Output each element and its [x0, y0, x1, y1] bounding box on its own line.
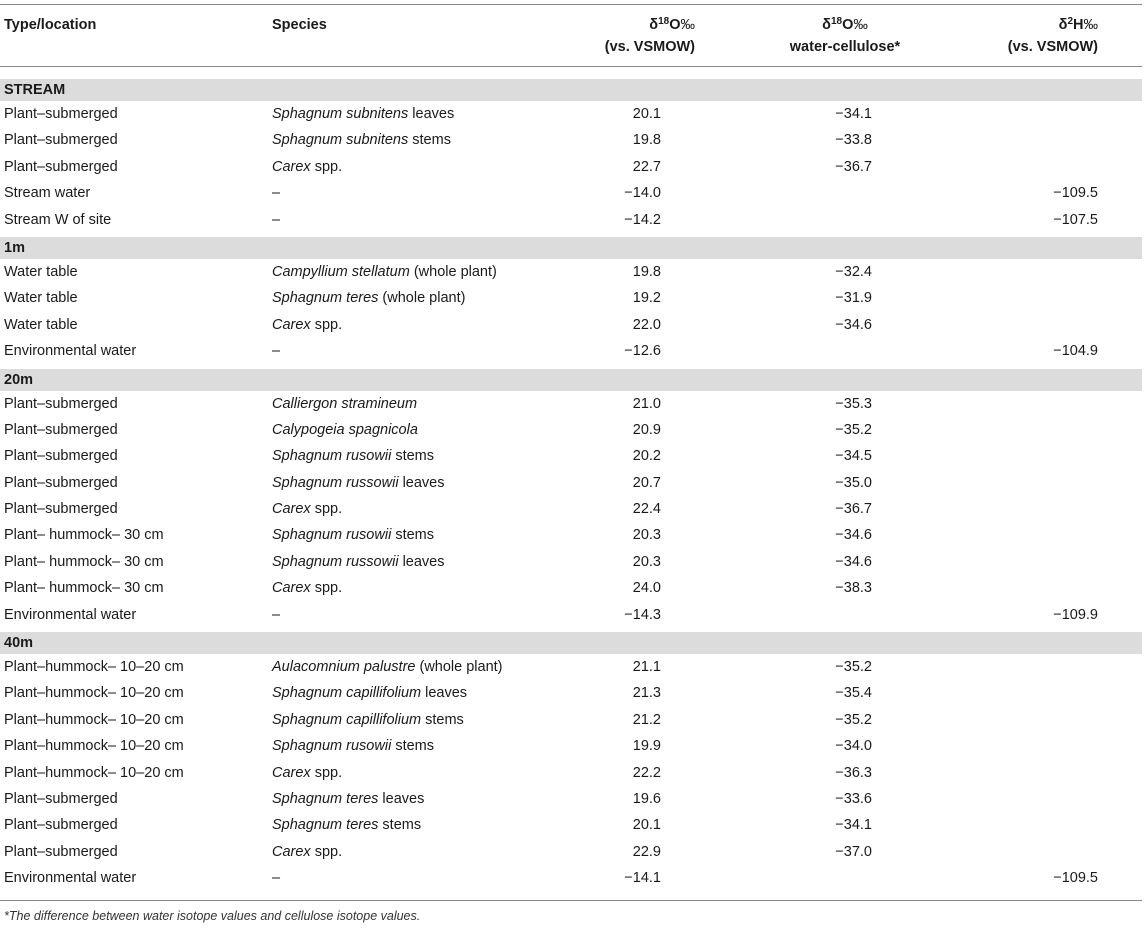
cell-d18o-water-cellulose: −36.3 — [835, 764, 872, 781]
species-qualifier: spp. — [310, 158, 343, 175]
cell-d18o: −14.1 — [624, 870, 661, 887]
cell-species — [272, 680, 467, 706]
cell-d18o: 21.0 — [632, 395, 661, 412]
footnote: *The difference between water isotope values and cellulose isotope values. — [4, 909, 421, 923]
cell-type-location: Plant–submerged — [4, 501, 118, 518]
species-qualifier: (whole plant) — [378, 290, 466, 307]
species-qualifier: stems — [391, 448, 434, 465]
cell-species — [272, 180, 280, 206]
cell-species — [272, 154, 342, 180]
wc-element: O — [842, 17, 854, 33]
species-qualifier: stems — [391, 738, 434, 755]
cell-type-location: Plant–submerged — [4, 448, 118, 465]
cell-type-location: Water table — [4, 290, 78, 307]
d2h-subtitle: (vs. VSMOW) — [1007, 39, 1098, 55]
cell-d18o: 21.3 — [632, 685, 661, 702]
header-d18o-water-cellulose — [770, 14, 920, 58]
cell-d18o-water-cellulose: −34.5 — [835, 448, 872, 465]
cell-d18o: 20.1 — [632, 106, 661, 122]
cell-d18o-water-cellulose: −34.6 — [835, 553, 872, 570]
cell-species — [272, 707, 464, 733]
cell-species — [272, 101, 454, 127]
cell-type-location: Water table — [4, 316, 78, 333]
species-latin-name: Calypogeia spagnicola — [272, 421, 418, 438]
species-qualifier: leaves — [378, 790, 425, 807]
table-row — [0, 733, 1142, 759]
cell-d2h: −107.5 — [1053, 211, 1098, 228]
cell-d18o: 20.2 — [632, 448, 661, 465]
section-header — [0, 79, 1142, 101]
species-qualifier: – — [272, 211, 281, 228]
species-latin-name: Sphagnum russowii — [272, 553, 399, 570]
cell-species — [272, 733, 434, 759]
cell-d18o-water-cellulose: −32.4 — [835, 263, 872, 280]
cell-d18o: 19.8 — [632, 263, 661, 280]
species-latin-name: Sphagnum capillifolium — [272, 685, 422, 702]
cell-d18o: 22.7 — [632, 158, 661, 175]
species-latin-name: Sphagnum teres — [272, 790, 379, 807]
species-qualifier: leaves — [398, 553, 445, 570]
d2h-superscript: 2 — [1067, 16, 1074, 27]
species-latin-name: Campyllium stellatum — [272, 263, 410, 280]
cell-d18o-water-cellulose: −31.9 — [835, 290, 872, 307]
cell-species — [272, 285, 465, 311]
species-qualifier: leaves — [421, 685, 468, 702]
cell-species — [272, 522, 434, 548]
cell-species — [272, 812, 421, 838]
table-row — [0, 127, 1142, 153]
species-qualifier: – — [272, 606, 281, 623]
table-row — [0, 391, 1142, 417]
table-row — [0, 602, 1142, 628]
cell-type-location: Plant–submerged — [4, 421, 118, 438]
d2h-element: H — [1073, 17, 1084, 33]
section-header — [0, 237, 1142, 259]
cell-type-location: Environmental water — [4, 870, 137, 887]
cell-d18o: −14.0 — [624, 185, 661, 202]
cell-type-location: Plant– hummock– 30 cm — [4, 553, 164, 570]
table-row — [0, 207, 1142, 233]
species-qualifier: stems — [408, 132, 451, 149]
cell-type-location: Plant–submerged — [4, 817, 118, 834]
species-qualifier: spp. — [310, 764, 343, 781]
species-latin-name: Carex — [272, 764, 311, 781]
table-row — [0, 285, 1142, 311]
cell-d18o: −14.2 — [624, 211, 661, 228]
cell-species — [272, 417, 418, 443]
table-row — [0, 338, 1142, 364]
cell-d2h: −104.9 — [1053, 343, 1098, 360]
cell-species — [272, 865, 280, 891]
table-row — [0, 549, 1142, 575]
table-row — [0, 680, 1142, 706]
cell-species — [272, 207, 280, 233]
species-qualifier: leaves — [398, 474, 445, 491]
cell-species — [272, 496, 342, 522]
species-qualifier: – — [272, 343, 281, 360]
table-row — [0, 812, 1142, 838]
top-rule — [0, 4, 1142, 5]
species-latin-name: Sphagnum rusowii — [272, 448, 392, 465]
cell-d18o-water-cellulose: −36.7 — [835, 501, 872, 518]
species-qualifier: (whole plant) — [409, 263, 497, 280]
species-latin-name: Carex — [272, 316, 311, 333]
table-row — [0, 101, 1142, 127]
cell-type-location: Plant–hummock– 10–20 cm — [4, 764, 184, 781]
cell-type-location: Plant–submerged — [4, 106, 118, 122]
cell-d18o-water-cellulose: −37.0 — [835, 843, 872, 860]
table-row — [0, 786, 1142, 812]
species-qualifier: – — [272, 870, 281, 887]
bottom-rule — [0, 900, 1142, 901]
species-qualifier: stems — [391, 527, 434, 544]
cell-d18o: 19.2 — [632, 290, 661, 307]
wc-superscript: 18 — [830, 16, 843, 27]
table-row — [0, 312, 1142, 338]
table-row — [0, 839, 1142, 865]
cell-type-location: Plant–hummock– 10–20 cm — [4, 659, 184, 676]
cell-d18o: 22.2 — [632, 764, 661, 781]
species-qualifier: spp. — [310, 316, 343, 333]
species-latin-name: Sphagnum rusowii — [272, 527, 392, 544]
section-header — [0, 369, 1142, 391]
species-latin-name: Carex — [272, 580, 311, 597]
cell-d18o-water-cellulose: −35.0 — [835, 474, 872, 491]
wc-subtitle: water-cellulose* — [789, 39, 901, 55]
cell-type-location: Plant–hummock– 10–20 cm — [4, 685, 184, 702]
section-title: 1m — [4, 239, 25, 256]
cell-species — [272, 786, 424, 812]
cell-type-location: Plant–submerged — [4, 474, 118, 491]
table-row — [0, 707, 1142, 733]
table-row — [0, 470, 1142, 496]
cell-d18o-water-cellulose: −34.0 — [835, 738, 872, 755]
cell-d18o-water-cellulose: −35.3 — [835, 395, 872, 412]
cell-d18o: 19.6 — [632, 790, 661, 807]
cell-type-location: Plant–hummock– 10–20 cm — [4, 738, 184, 755]
cell-type-location: Environmental water — [4, 343, 137, 360]
header-rule — [0, 66, 1142, 67]
species-latin-name: Sphagnum russowii — [272, 474, 399, 491]
cell-species — [272, 470, 445, 496]
cell-type-location: Water table — [4, 263, 78, 280]
species-latin-name: Aulacomnium palustre — [272, 659, 416, 676]
cell-d18o-water-cellulose: −33.6 — [835, 790, 872, 807]
cell-species — [272, 259, 497, 285]
cell-d18o: 22.4 — [632, 501, 661, 518]
table-body — [0, 75, 1142, 892]
table-row — [0, 417, 1142, 443]
cell-d18o-water-cellulose: −34.1 — [835, 106, 872, 122]
cell-type-location: Stream water — [4, 185, 91, 202]
cell-type-location: Plant– hummock– 30 cm — [4, 527, 164, 544]
table-row — [0, 180, 1142, 206]
species-latin-name: Carex — [272, 501, 311, 518]
cell-species — [272, 391, 417, 417]
cell-d18o: 19.8 — [632, 132, 661, 149]
cell-d18o: −12.6 — [624, 343, 661, 360]
cell-species — [272, 127, 451, 153]
species-qualifier: leaves — [408, 106, 455, 122]
species-latin-name: Sphagnum teres — [272, 290, 379, 307]
header-d18o-vsmow — [580, 14, 695, 58]
cell-type-location: Plant–submerged — [4, 395, 118, 412]
cell-d18o-water-cellulose: −34.6 — [835, 316, 872, 333]
section-header — [0, 632, 1142, 654]
d18o-element: O — [669, 17, 681, 33]
section-title: STREAM — [4, 82, 66, 98]
wc-unit: ‰ — [853, 17, 868, 33]
cell-d18o: 24.0 — [632, 580, 661, 597]
table-row — [0, 865, 1142, 891]
cell-d18o: 19.9 — [632, 738, 661, 755]
cell-d18o-water-cellulose: −34.6 — [835, 527, 872, 544]
d18o-subtitle: (vs. VSMOW) — [604, 39, 695, 55]
cell-species — [272, 549, 445, 575]
cell-d18o: 20.9 — [632, 421, 661, 438]
d2h-symbol: δ — [1058, 17, 1068, 33]
cell-species — [272, 443, 434, 469]
cell-type-location: Plant– hummock– 30 cm — [4, 580, 164, 597]
header-d2h-vsmow — [990, 14, 1098, 58]
species-latin-name: Carex — [272, 158, 311, 175]
species-latin-name: Sphagnum rusowii — [272, 738, 392, 755]
species-latin-name: Sphagnum subnitens — [272, 106, 409, 122]
cell-d18o: −14.3 — [624, 606, 661, 623]
cell-species — [272, 575, 342, 601]
species-latin-name: Carex — [272, 843, 311, 860]
table-row — [0, 654, 1142, 680]
d18o-unit: ‰ — [680, 17, 695, 33]
d18o-superscript: 18 — [658, 16, 670, 27]
cell-species — [272, 602, 280, 628]
header-type-location: Type/location — [4, 17, 97, 33]
cell-type-location: Plant–submerged — [4, 790, 118, 807]
cell-d18o-water-cellulose: −38.3 — [835, 580, 872, 597]
species-qualifier: – — [272, 185, 281, 202]
cell-species — [272, 312, 342, 338]
cell-d18o-water-cellulose: −35.4 — [835, 685, 872, 702]
cell-type-location: Stream W of site — [4, 211, 112, 228]
cell-d2h: −109.9 — [1053, 606, 1098, 623]
species-latin-name: Sphagnum capillifolium — [272, 711, 422, 728]
cell-d18o: 20.3 — [632, 553, 661, 570]
cell-d18o: 20.7 — [632, 474, 661, 491]
cell-type-location: Plant–submerged — [4, 843, 118, 860]
table-row — [0, 522, 1142, 548]
cell-d2h: −109.5 — [1053, 185, 1098, 202]
cell-d18o: 22.9 — [632, 843, 661, 860]
species-qualifier: stems — [421, 711, 464, 728]
cell-d18o-water-cellulose: −34.1 — [835, 817, 872, 834]
cell-species — [272, 760, 342, 786]
species-latin-name: Sphagnum subnitens — [272, 132, 409, 149]
wc-symbol: δ — [822, 17, 831, 33]
cell-type-location: Plant–submerged — [4, 158, 118, 175]
table-row — [0, 154, 1142, 180]
cell-d18o: 21.1 — [632, 659, 661, 676]
cell-d18o: 20.1 — [632, 817, 661, 834]
species-qualifier: spp. — [310, 843, 343, 860]
species-qualifier: spp. — [310, 501, 343, 518]
table-row — [0, 496, 1142, 522]
species-qualifier: spp. — [310, 580, 343, 597]
cell-species — [272, 338, 280, 364]
cell-type-location: Environmental water — [4, 606, 137, 623]
cell-d18o-water-cellulose: −33.8 — [835, 132, 872, 149]
cell-d2h: −109.5 — [1053, 870, 1098, 887]
cell-d18o-water-cellulose: −35.2 — [835, 659, 872, 676]
cell-species — [272, 839, 342, 865]
cell-d18o-water-cellulose: −36.7 — [835, 158, 872, 175]
cell-d18o: 22.0 — [632, 316, 661, 333]
table-row — [0, 259, 1142, 285]
d18o-symbol: δ — [649, 17, 659, 33]
cell-type-location: Plant–hummock– 10–20 cm — [4, 711, 184, 728]
cell-species — [272, 654, 503, 680]
table-row — [0, 443, 1142, 469]
section-title: 20m — [4, 371, 34, 388]
species-qualifier: (whole plant) — [415, 659, 503, 676]
cell-d18o: 21.2 — [632, 711, 661, 728]
section-title: 40m — [4, 635, 34, 652]
d2h-unit: ‰ — [1083, 17, 1098, 33]
header-species: Species — [272, 17, 327, 33]
table-row — [0, 575, 1142, 601]
cell-d18o: 20.3 — [632, 527, 661, 544]
cell-d18o-water-cellulose: −35.2 — [835, 711, 872, 728]
species-qualifier: stems — [378, 817, 422, 834]
cell-type-location: Plant–submerged — [4, 132, 118, 149]
species-latin-name: Calliergon stramineum — [272, 395, 418, 412]
species-latin-name: Sphagnum teres — [272, 817, 379, 834]
cell-d18o-water-cellulose: −35.2 — [835, 421, 872, 438]
table-row — [0, 760, 1142, 786]
